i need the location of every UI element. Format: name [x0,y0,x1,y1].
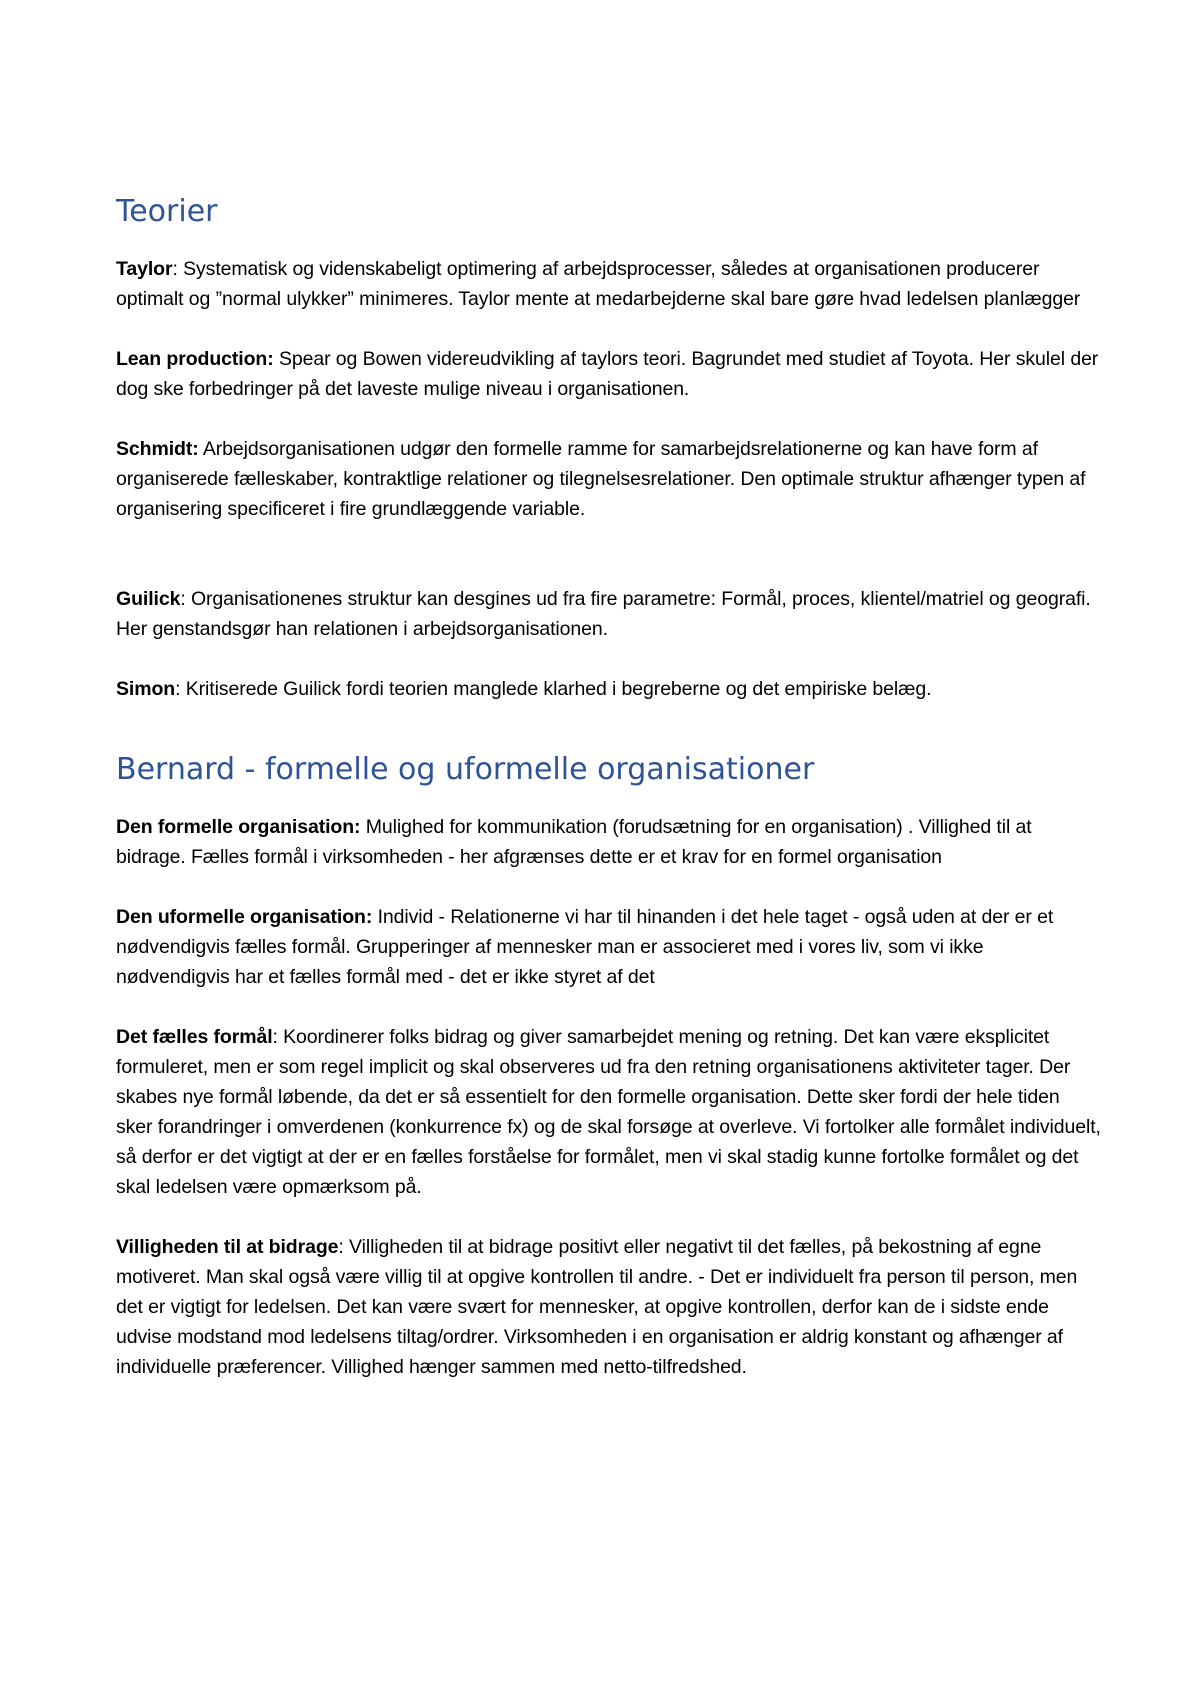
text-schmidt: Arbejdsorganisationen udgør den formelle ramme for samarbejdsrelationerne og kan have form af organiserede fælleskaber, kontraktlige relationer og tilegnelsesrelationer. Den optimale struktur afhænger typen af organisering specificeret i fire grundlæggende variable. [116,438,1086,520]
blank-line [116,554,1101,584]
text-informal-organisation: Individ - Relationerne vi har til hinanden i det hele taget - også uden at der er et nødvendigvis fælles formål. Grupperinger af mennesker man er associeret med i vores liv, som vi ikke nødvendigvis har et fælles formål med - det er ikke styret af det [116,906,1054,988]
text-simon: : Kritiserede Guilick fordi teorien manglede klarhed i begreberne og det empiriske belæg. [175,678,932,700]
term-taylor: Taylor [116,258,173,280]
paragraph-taylor [116,254,1101,314]
paragraph-informal-organisation [116,902,1101,992]
text-common-purpose: : Koordinerer folks bidrag og giver samarbejdet mening og retning. Det kan være eksplicitet formuleret, men er som regel implicit og skal observeres ud fra den retning organisationens aktiviteter tager. Der skabes nye formål løbende, da det er så essentielt for den formelle organisation. Dette sker fordi der hele tiden sker forandringer i omverdenen (konkurrence fx) og de skal forsøge at overleve. Vi fortolker alle formålet individuelt, så derfor er det vigtigt at der er en fælles forståelse for formålet, men vi skal stadig kunne fortolke formålet og det skal ledelsen være opmærksom på. [116,1026,1101,1198]
text-lean-production: Spear og Bowen videreudvikling af taylors teori. Bagrundet med studiet af Toyota. Her skulel der dog ske forbedringer på det laveste mulige niveau i organisationen. [116,348,1099,400]
document-content [116,192,1101,1412]
paragraph-simon [116,674,1101,704]
text-taylor: : Systematisk og videnskabeligt optimering af arbejdsprocesser, således at organisationen producerer optimalt og ”normal ulykker” minimeres. Taylor mente at medarbejderne skal bare gøre hvad ledelsen planlægger [116,258,1081,310]
heading-bernard: Bernard - formelle og uformelle organisationer [116,752,815,787]
term-willingness: Villigheden til at bidrage [116,1236,339,1258]
term-schmidt: Schmidt: [116,438,199,460]
paragraph-willingness [116,1232,1101,1382]
paragraph-guilick [116,584,1101,644]
paragraph-schmidt [116,434,1101,524]
paragraph-lean-production [116,344,1101,404]
term-guilick: Guilick [116,588,181,610]
paragraph-common-purpose [116,1022,1101,1202]
text-formal-organisation: Mulighed for kommunikation (forudsætning for en organisation) . Villighed til at bidrage. Fælles formål i virksomheden - her afgrænses dette er et krav for en formel organisation [116,816,1032,868]
text-guilick: : Organisationenes struktur kan desgines ud fra fire parametre: Formål, proces, klientel/matriel og geografi. Her genstandsgør han relationen i arbejdsorganisationen. [116,588,1091,640]
term-formal-organisation: Den formelle organisation: [116,816,361,838]
text-willingness: : Villigheden til at bidrage positivt eller negativt til det fælles, på bekostning af egne motiveret. Man skal også være villig til at opgive kontrollen til andre. - Det er individuelt fra person til person, men det er vigtigt for ledelsen. Det kan være svært for mennesker, at opgive kontrollen, derfor kan de i sidste ende udvise modstand mod ledelsens tiltag/ordrer. Virksomheden i en organisation er aldrig konstant og afhænger af individuelle præferencer. Villighed hænger sammen med netto-tilfredshed. [116,1236,1078,1378]
term-lean-production: Lean production: [116,348,274,370]
term-informal-organisation: Den uformelle organisation: [116,906,373,928]
term-simon: Simon [116,678,176,700]
term-common-purpose: Det fælles formål [116,1026,273,1048]
heading-theories: Teorier [116,194,218,229]
paragraph-formal-organisation [116,812,1101,872]
